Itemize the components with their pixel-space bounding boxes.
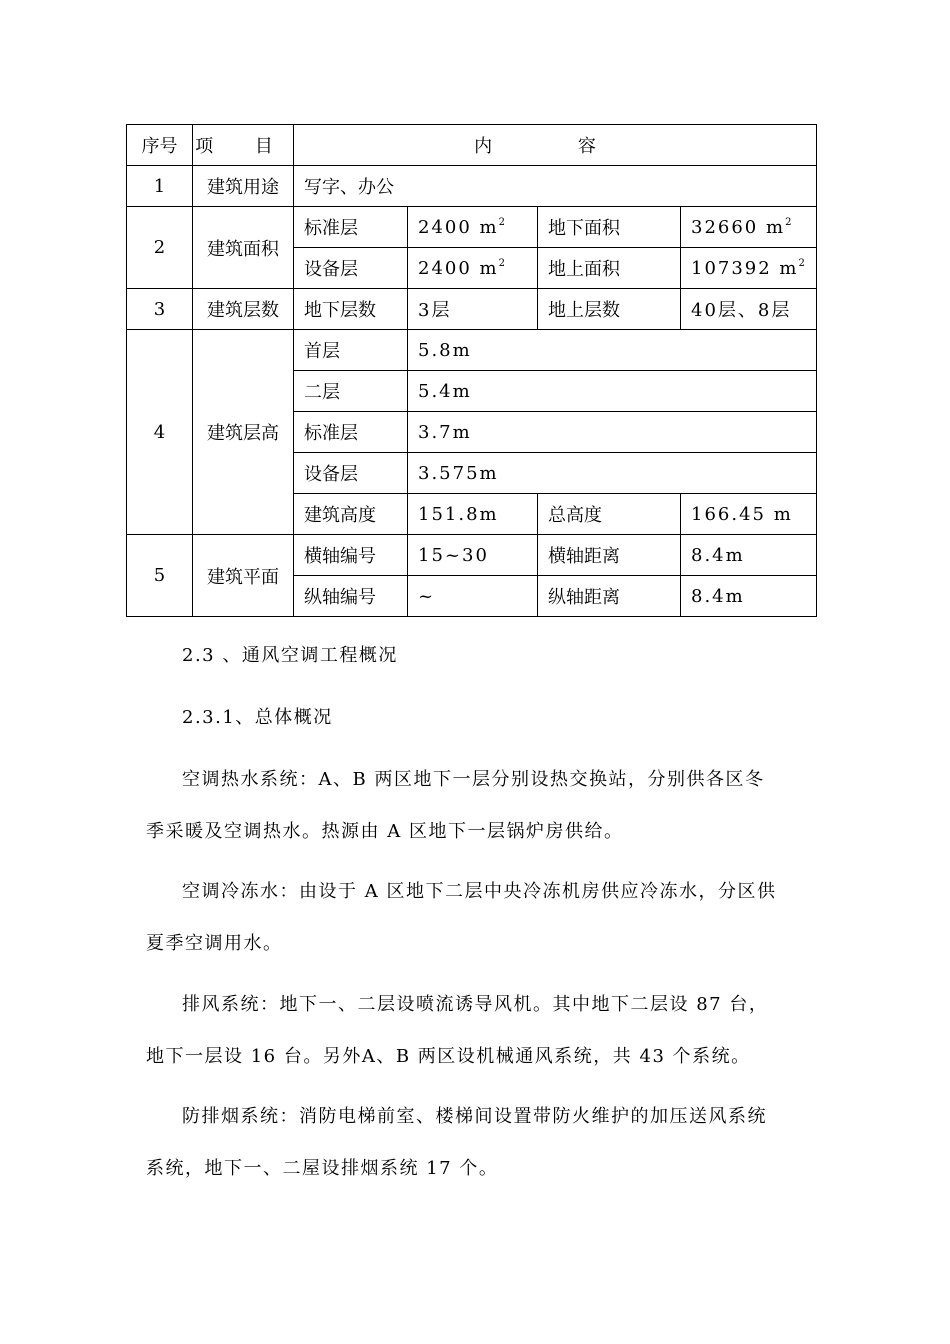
cell-label: 纵轴距离 — [538, 576, 681, 617]
row-seq: 5 — [127, 535, 193, 617]
header-content: 内 容 — [294, 125, 817, 166]
cell-value: 32660 $m^2$ — [681, 207, 817, 248]
cell-label: 地上面积 — [538, 248, 681, 289]
cell-label: 地下面积 — [538, 207, 681, 248]
cell-value: 8.4m — [681, 576, 817, 617]
building-overview-table — [126, 124, 817, 617]
header-item: 项 目 — [193, 125, 294, 166]
document-page: 序号 项 目 内 容 1 建筑用途 写字、办公 2 建筑面积 标准层 2400 $m^2$ 地下面积 32660 $m^2$ 设备层 2400 $m^2$ 地上面积 107392 $m^2$ 3 建筑层数 地下层数 3层 地上层数 40层、8层 4 建筑层高 首层 5.8m 二层 5.4m 标准层 3.7m 设备层 3.575m 建筑高度 151.8m 总高度 166.45 m 5 建筑平面 横轴编号 15~30 横轴距离 8.4m 纵轴编号 ~ 纵轴距离 8.4m 2.3 、通风空调工程概况 2.3.1、总体概况 空调热水系统：A、B 两区地下一层分别设热交换站，分别供各区冬 季采暖及空调热水。热源由 A 区地下一层锅炉房供给。 空调冷冻水：由设于 A 区地下二层中央冷冻机房供应冷冻水，分区供 夏季空调用水。 排风系统：地下一、二层设喷流诱导风机。其中地下二层设 87 台， 地下一层设 16 台。另外A、B 两区设机械通风系统，共 43 个系统。 防排烟系统：消防电梯前室、楼梯间设置带防火维护的加压送风系统 系统，地下一、二屋设排烟系统 17 个。 — [0, 0, 950, 1344]
cell-value: 40层、8层 — [681, 289, 817, 330]
cell-label: 地下层数 — [294, 289, 408, 330]
cell-value: 8.4m — [681, 535, 817, 576]
cell-label: 标准层 — [294, 412, 408, 453]
row-item: 建筑平面 — [193, 535, 294, 617]
cell-value: 166.45 m — [681, 494, 817, 535]
cell-label: 横轴距离 — [538, 535, 681, 576]
row-item: 建筑层数 — [193, 289, 294, 330]
table-row — [127, 166, 817, 207]
table-header-row — [127, 125, 817, 166]
cell-value: 151.8m — [408, 494, 538, 535]
cell-value: 3.575m — [408, 453, 817, 494]
cell-label: 标准层 — [294, 207, 408, 248]
cell-value: 3层 — [408, 289, 538, 330]
row-item: 建筑用途 — [193, 166, 294, 207]
row-seq: 4 — [127, 330, 193, 535]
cell-label: 设备层 — [294, 248, 408, 289]
row-seq: 3 — [127, 289, 193, 330]
cell-value: 107392 $m^2$ — [681, 248, 817, 289]
cell-value: 2400 $m^2$ — [408, 207, 538, 248]
cell-value: 3.7m — [408, 412, 817, 453]
cell-label: 二层 — [294, 371, 408, 412]
row-seq: 1 — [127, 166, 193, 207]
cell-label: 总高度 — [538, 494, 681, 535]
cell-value: ~ — [408, 576, 538, 617]
cell-label: 设备层 — [294, 453, 408, 494]
row-item: 建筑层高 — [193, 330, 294, 535]
row-value: 写字、办公 — [294, 166, 817, 207]
cell-label: 地上层数 — [538, 289, 681, 330]
cell-value: 5.8m — [408, 330, 817, 371]
cell-value: 2400 $m^2$ — [408, 248, 538, 289]
table-row — [127, 330, 817, 371]
cell-label: 建筑高度 — [294, 494, 408, 535]
cell-label: 横轴编号 — [294, 535, 408, 576]
row-seq: 2 — [127, 207, 193, 289]
cell-label: 纵轴编号 — [294, 576, 408, 617]
table-row — [127, 207, 817, 248]
cell-value: 15~30 — [408, 535, 538, 576]
table-row — [127, 535, 817, 576]
cell-label: 首层 — [294, 330, 408, 371]
table-row — [127, 289, 817, 330]
row-item: 建筑面积 — [193, 207, 294, 289]
cell-value: 5.4m — [408, 371, 817, 412]
header-seq: 序号 — [127, 125, 193, 166]
